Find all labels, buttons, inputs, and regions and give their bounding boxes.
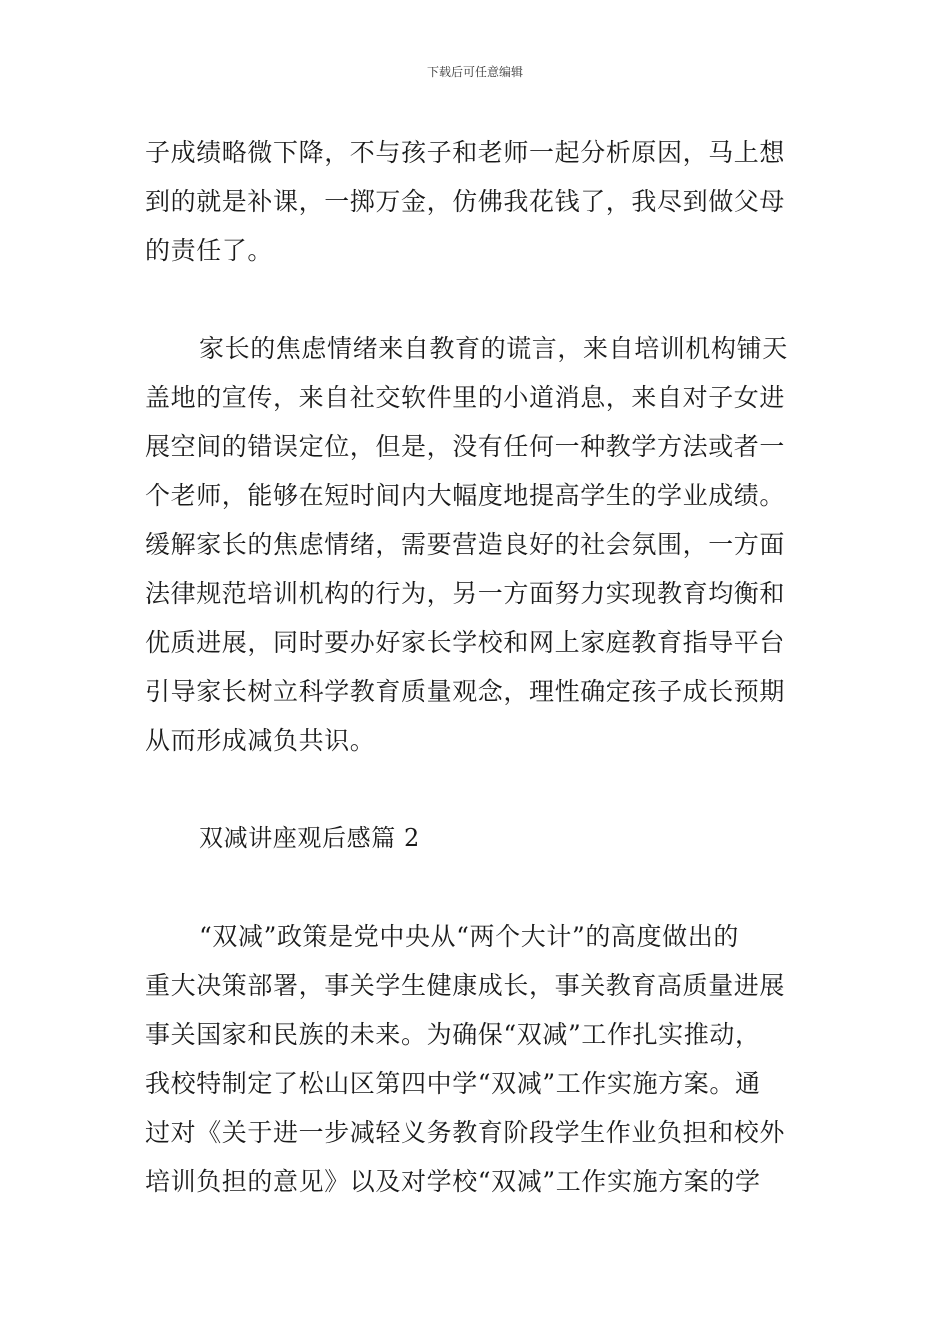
paragraph-parental-anxiety	[145, 324, 815, 765]
paragraph-spacer	[145, 275, 815, 324]
paragraph-spacer	[145, 765, 815, 814]
paragraph-continuation	[145, 128, 815, 275]
text-line: 展空间的错误定位，但是，没有任何一种教学方法或者一	[145, 432, 786, 461]
text-line: “双减”政策是党中央从“两个大计”的高度做出的	[199, 922, 739, 951]
text-line: 的责任了。	[145, 236, 274, 265]
text-line: 重大决策部署，事关学生健康成长，事关教育高质量进展	[145, 971, 786, 1000]
text-line: 家长的焦虑情绪来自教育的谎言，来自培训机构铺天	[199, 334, 788, 363]
text-line: 个老师，能够在短时间内大幅度地提高学生的学业成绩。	[145, 481, 786, 510]
text-line: 缓解家长的焦虑情绪，需要营造良好的社会氛围，一方面	[145, 530, 786, 559]
text-line: 盖地的宣传，来自社交软件里的小道消息，来自对子女进	[145, 383, 786, 412]
text-line: 事关国家和民族的未来。为确保“双减”工作扎实推动，	[145, 1020, 761, 1049]
paragraph-double-reduction	[145, 912, 815, 1206]
paragraph-spacer	[145, 863, 815, 912]
text-line: 我校特制定了松山区第四中学“双减”工作实施方案。通	[145, 1069, 761, 1098]
section-heading: 双减讲座观后感篇 2	[199, 824, 420, 852]
text-line: 引导家长树立科学教育质量观念，理性确定孩子成长预期	[145, 677, 786, 706]
text-line: 过对《关于进一步减轻义务教育阶段学生作业负担和校外	[145, 1118, 786, 1147]
text-line: 到的就是补课，一掷万金，仿佛我花钱了，我尽到做父母	[145, 187, 786, 216]
page-header: 下载后可任意编辑	[426, 65, 523, 79]
document-body	[145, 128, 815, 1206]
text-line: 优质进展，同时要办好家长学校和网上家庭教育指导平台	[145, 628, 786, 657]
text-line: 从而形成减负共识。	[145, 726, 376, 755]
text-line: 培训负担的意见》以及对学校“双减”工作实施方案的学	[145, 1167, 761, 1196]
text-line: 法律规范培训机构的行为，另一方面努力实现教育均衡和	[145, 579, 786, 608]
text-line: 子成绩略微下降，不与孩子和老师一起分析原因，马上想	[145, 138, 786, 167]
